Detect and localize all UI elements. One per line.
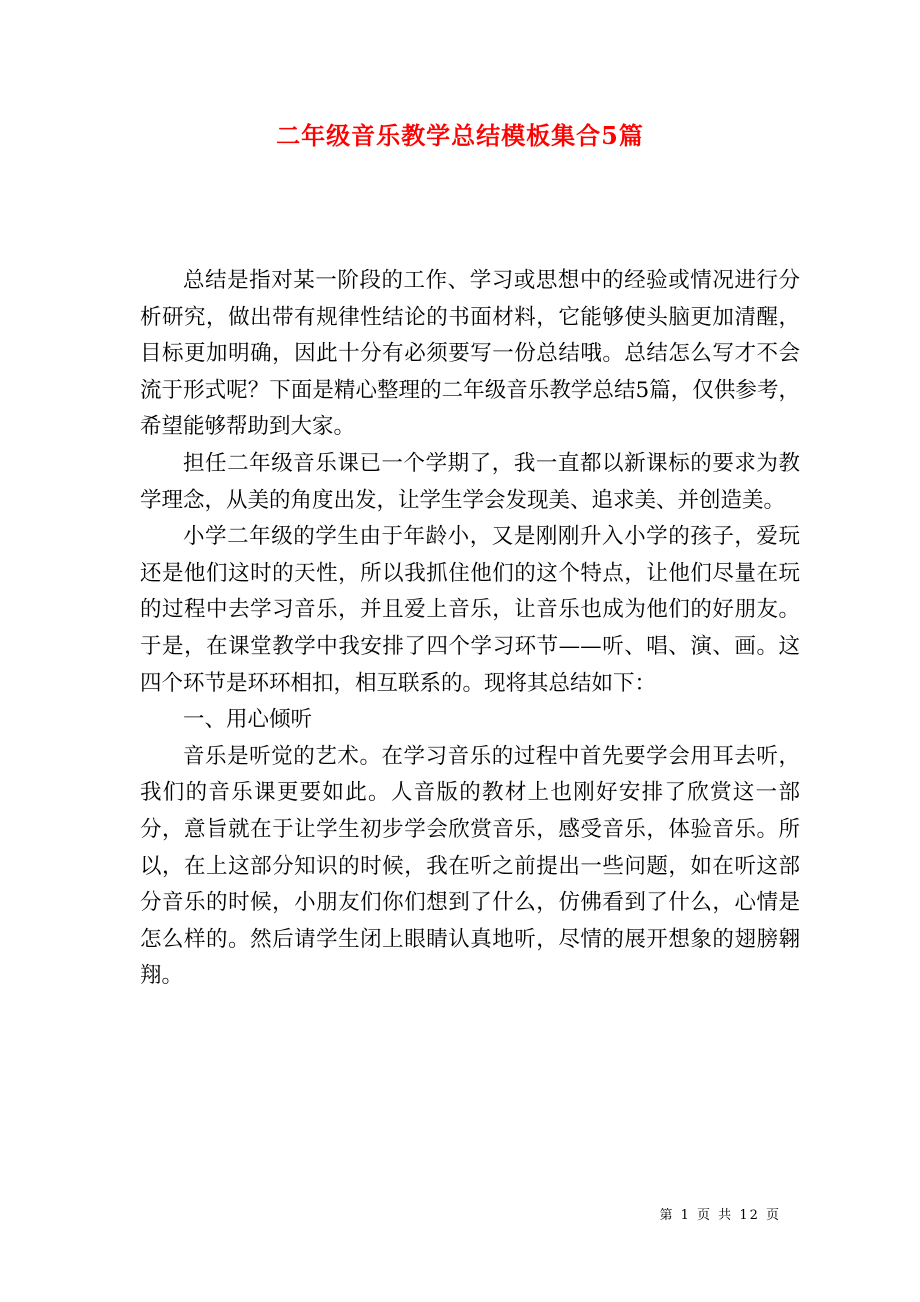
section-heading-listening: 一、用心倾听 bbox=[183, 707, 313, 733]
page-number-footer: 第 1 页 共 12 页 bbox=[659, 1208, 781, 1223]
document-title: 二年级音乐教学总结模板集合5篇 bbox=[276, 121, 644, 150]
paragraph-teaching-philosophy: 担任二年级音乐课已一个学期了，我一直都以新课标的要求为教学理念，从美的角度出发，让学生学会发现美、追求美、并创造美。 bbox=[140, 450, 800, 513]
paragraph-intro: 总结是指对某一阶段的工作、学习或思想中的经验或情况进行分析研究，做出带有规律性结论的书面材料，它能够使头脑更加清醒，目标更加明确，因此十分有必须要写一份总结哦。总结怎么写才不会流于形式呢？下面是精心整理的二年级音乐教学总结5篇，仅供参考，希望能够帮助到大家。 bbox=[140, 268, 800, 440]
document-body bbox=[140, 263, 800, 995]
paragraph-listening: 音乐是听觉的艺术。在学习音乐的过程中首先要学会用耳去听，我们的音乐课更要如此。人音版的教材上也刚好安排了欣赏这一部分，意旨就在于让学生初步学会欣赏音乐，感受音乐，体验音乐。所以，在上这部分知识的时候，我在听之前提出一些问题，如在听这部分音乐的时候，小朋友们你们想到了什么，仿佛看到了什么，心情是怎么样的。然后请学生闭上眼睛认真地听，尽情的展开想象的翅膀翱翔。 bbox=[140, 743, 800, 989]
paragraph-four-steps: 小学二年级的学生由于年龄小，又是刚刚升入小学的孩子，爱玩还是他们这时的天性，所以我抓住他们的这个特点，让他们尽量在玩的过程中去学习音乐，并且爱上音乐，让音乐也成为他们的好朋友。于是，在课堂教学中我安排了四个学习环节——听、唱、演、画。这四个环节是环环相扣，相互联系的。现将其总结如下： bbox=[140, 524, 800, 696]
